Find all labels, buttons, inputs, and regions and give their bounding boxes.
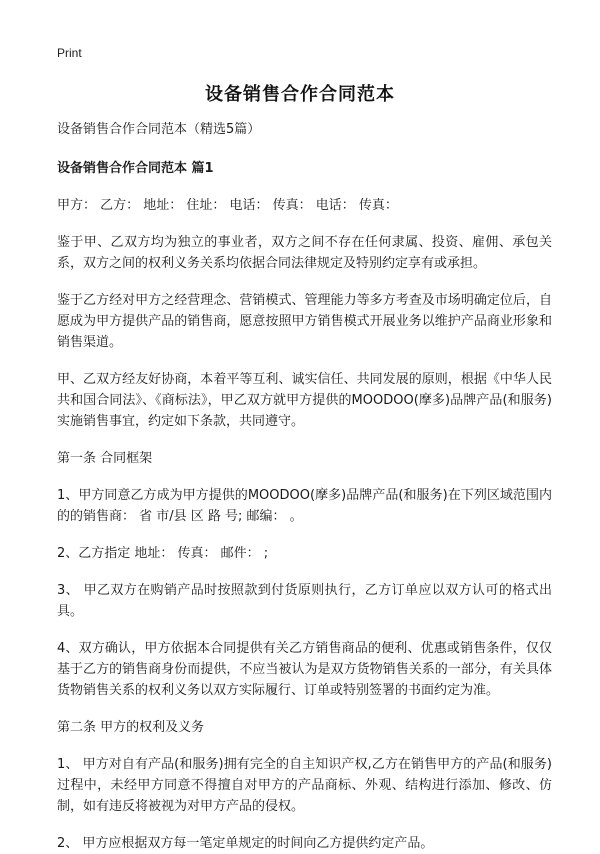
clause-2-2: 2、 甲方应根据双方每一笔定单规定的时间向乙方提供约定产品。 bbox=[57, 836, 434, 851]
section-heading: 设备销售合作合同范本 篇1 bbox=[57, 161, 214, 176]
paragraph-recital-1: 鉴于甲、乙双方均为独立的事业者，双方之间不存在任何隶属、投资、雇佣、承包关系，双方之间的权利义务关系均依据合同法律规定及特别约定享有或承担。 bbox=[57, 235, 552, 271]
article-heading-2: 第二条 甲方的权利及义务 bbox=[57, 720, 205, 735]
clause-1-1: 1、甲方同意乙方成为甲方提供的MOODOO(摩多)品牌产品(和服务)在下列区域范围内的的销售商： 省 市/县 区 路 号; 邮编： 。 bbox=[57, 488, 552, 524]
print-label: Print bbox=[57, 46, 82, 60]
paragraph-recital-3: 甲、乙双方经友好协商，本着平等互利、诚实信任、共同发展的原则，根据《中华人民共和国合同法》、《商标法》，甲乙双方就甲方提供的MOODOO(摩多)品牌产品(和服务)实施销售事宜，约定如下条款，共同遵守。 bbox=[57, 372, 552, 429]
paragraph-recital-2: 鉴于乙方经对甲方之经营理念、营销模式、管理能力等多方考查及市场明确定位后，自愿成为甲方提供产品的销售商，愿意按照甲方销售模式开展业务以维护产品商业形象和销售渠道。 bbox=[57, 293, 552, 350]
article-heading-1: 第一条 合同框架 bbox=[57, 451, 153, 466]
document-title: 设备销售合作合同范本 bbox=[205, 84, 395, 105]
clause-1-3: 3、 甲乙双方在购销产品时按照款到付货原则执行，乙方订单应以双方认可的格式出具。 bbox=[57, 583, 552, 619]
clause-2-1: 1、 甲方对自有产品(和服务)拥有完全的自主知识产权,乙方在销售甲方的产品(和服务)过程中，未经甲方同意不得擅自对甲方的产品商标、外观、结构进行添加、修改、仿制，如有违反将被视为对甲方产品的侵权。 bbox=[57, 757, 552, 814]
document-subtitle: 设备销售合作合同范本（精选5篇） bbox=[57, 122, 261, 137]
clause-1-4: 4、双方确认，甲方依据本合同提供有关乙方销售商品的便利、优惠或销售条件，仅仅基于乙方的销售商身份而提供，不应当被认为是双方货物销售关系的一部分，有关具体货物销售关系的权利义务以双方实际履行、订单或特别签署的书面约定为准。 bbox=[57, 641, 552, 698]
clause-1-2: 2、乙方指定 地址： 传真： 邮件： ; bbox=[57, 546, 269, 561]
party-info-line: 甲方： 乙方： 地址： 住址： 电话： 传真： 电话： 传真： bbox=[57, 198, 398, 213]
document-body bbox=[57, 119, 552, 854]
